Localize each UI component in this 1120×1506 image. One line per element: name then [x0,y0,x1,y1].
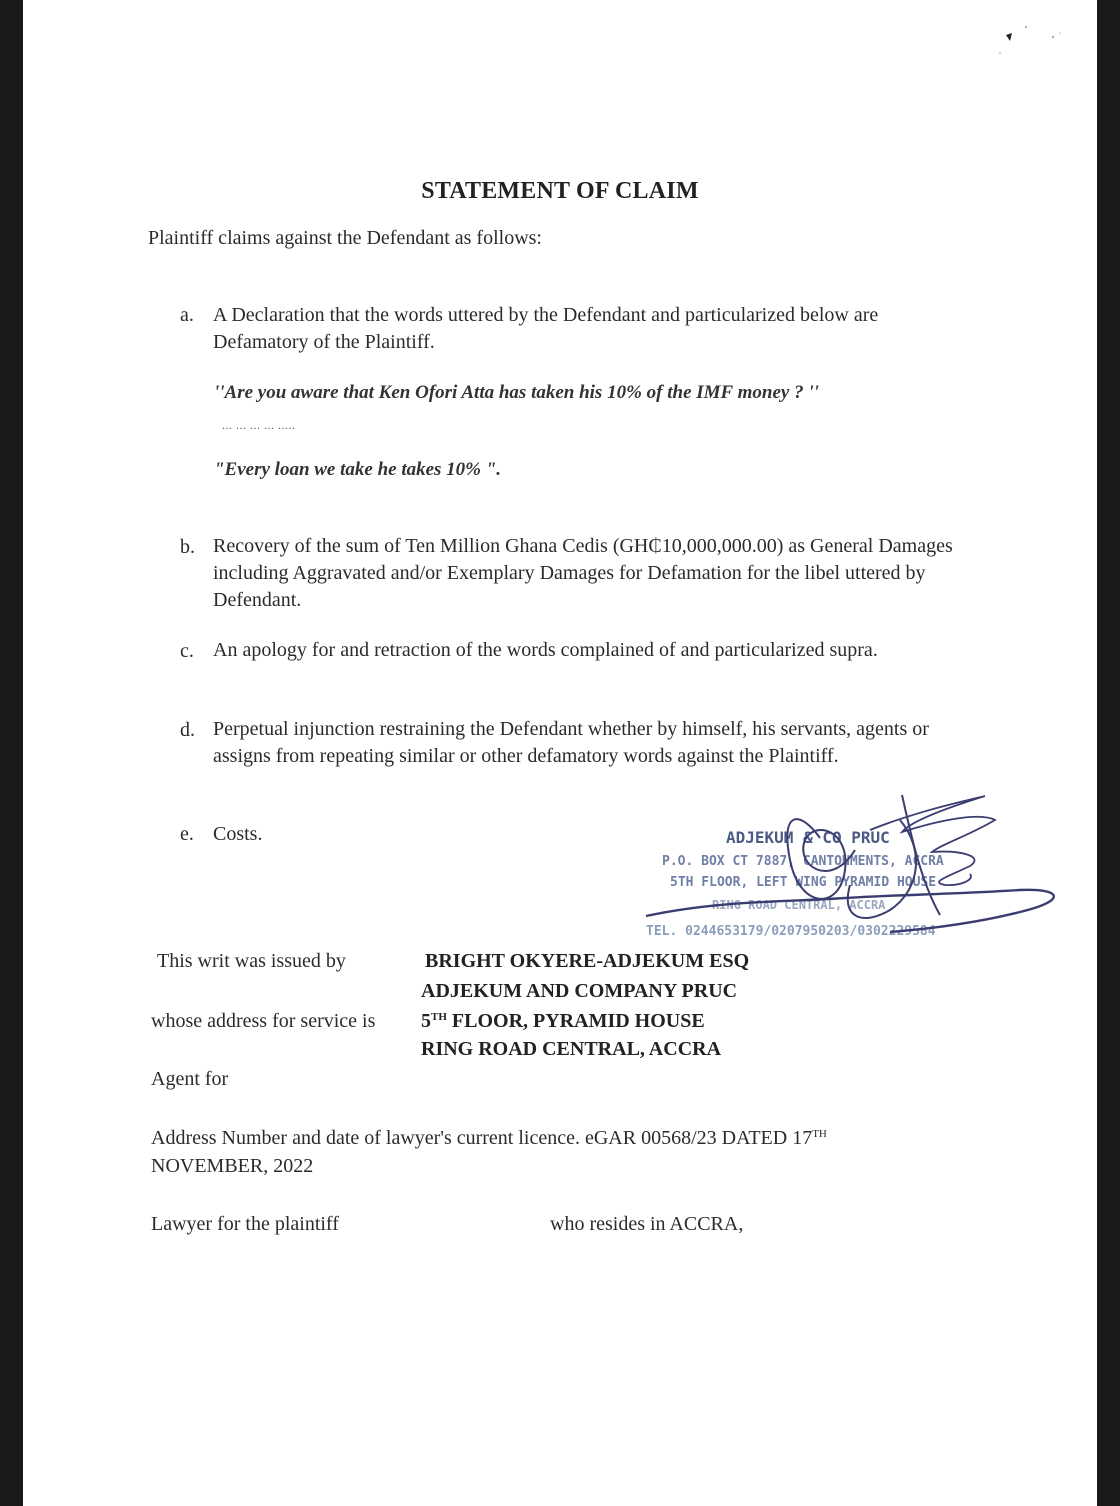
claim-b-label: b. [180,536,195,558]
stamp-line-1: ADJEKUM & CO PRUC [726,828,890,847]
firm-name: ADJEKUM AND COMPANY PRUC [421,980,738,1002]
stamp-line-3: 5TH FLOOR, LEFT WING PYRAMID HOUSE [670,875,937,890]
claim-c-label: c. [180,640,194,662]
residence-text: who resides in ACCRA, [550,1213,744,1235]
claim-d-text: Perpetual injunction restraining the Defendant whether by himself, his servants, agents or assigns from repeating similar or other defamatory words against the Plaintiff. [213,718,929,767]
signature-icon [640,790,1080,950]
claim-d-label: d. [180,719,195,741]
claim-a-text: A Declaration that the words uttered by the Defendant and particularized below are Defamatory of the Plaintiff. [213,304,879,353]
stamp-line-5: TEL. 0244653179/0207950203/0302229584 [646,924,936,939]
claim-a-label: a. [180,304,194,326]
document-title: STATEMENT OF CLAIM [421,178,699,204]
quote-1: ''Are you aware that Ken Ofori Atta has taken his 10% of the IMF money ? '' [214,382,819,403]
quote-2: "Every loan we take he takes 10% ". [214,459,502,480]
claim-c-text: An apology for and retraction of the words complained of and particularized supra. [213,639,878,661]
address-line-1: 5TH FLOOR, PYRAMID HOUSE [421,1010,705,1032]
lawyer-name: BRIGHT OKYERE-ADJEKUM ESQ [425,950,750,972]
agent-label: Agent for [151,1068,229,1090]
firm-stamp [640,790,1080,950]
address-label: whose address for service is [151,1010,376,1032]
scan-specks-icon [998,25,1078,65]
quote-ellipsis: ... ... ... ... ..... [222,418,296,432]
licence-date: NOVEMBER, 2022 [151,1155,314,1177]
claim-b-text: Recovery of the sum of Ten Million Ghana Cedis (GH₵10,000,000.00) as General Damages including Aggravated and/or Exemplary Damages for Defamation for the libel uttered by Defendant. [213,535,953,611]
issued-by-label: This writ was issued by [157,950,346,972]
address-line-2: RING ROAD CENTRAL, ACCRA [421,1038,722,1060]
licence-text: Address Number and date of lawyer's current licence. eGAR 00568/23 DATED 17TH [151,1127,827,1149]
claim-e-text: Costs. [213,823,263,845]
stamp-line-2: P.O. BOX CT 7887, CANTONMENTS, ACCRA [662,854,944,869]
stamp-line-4: RING ROAD CENTRAL, ACCRA [712,898,886,912]
lawyer-label: Lawyer for the plaintiff [151,1213,339,1235]
claim-e-label: e. [180,823,194,845]
intro-text: Plaintiff claims against the Defendant as follows: [148,227,542,249]
